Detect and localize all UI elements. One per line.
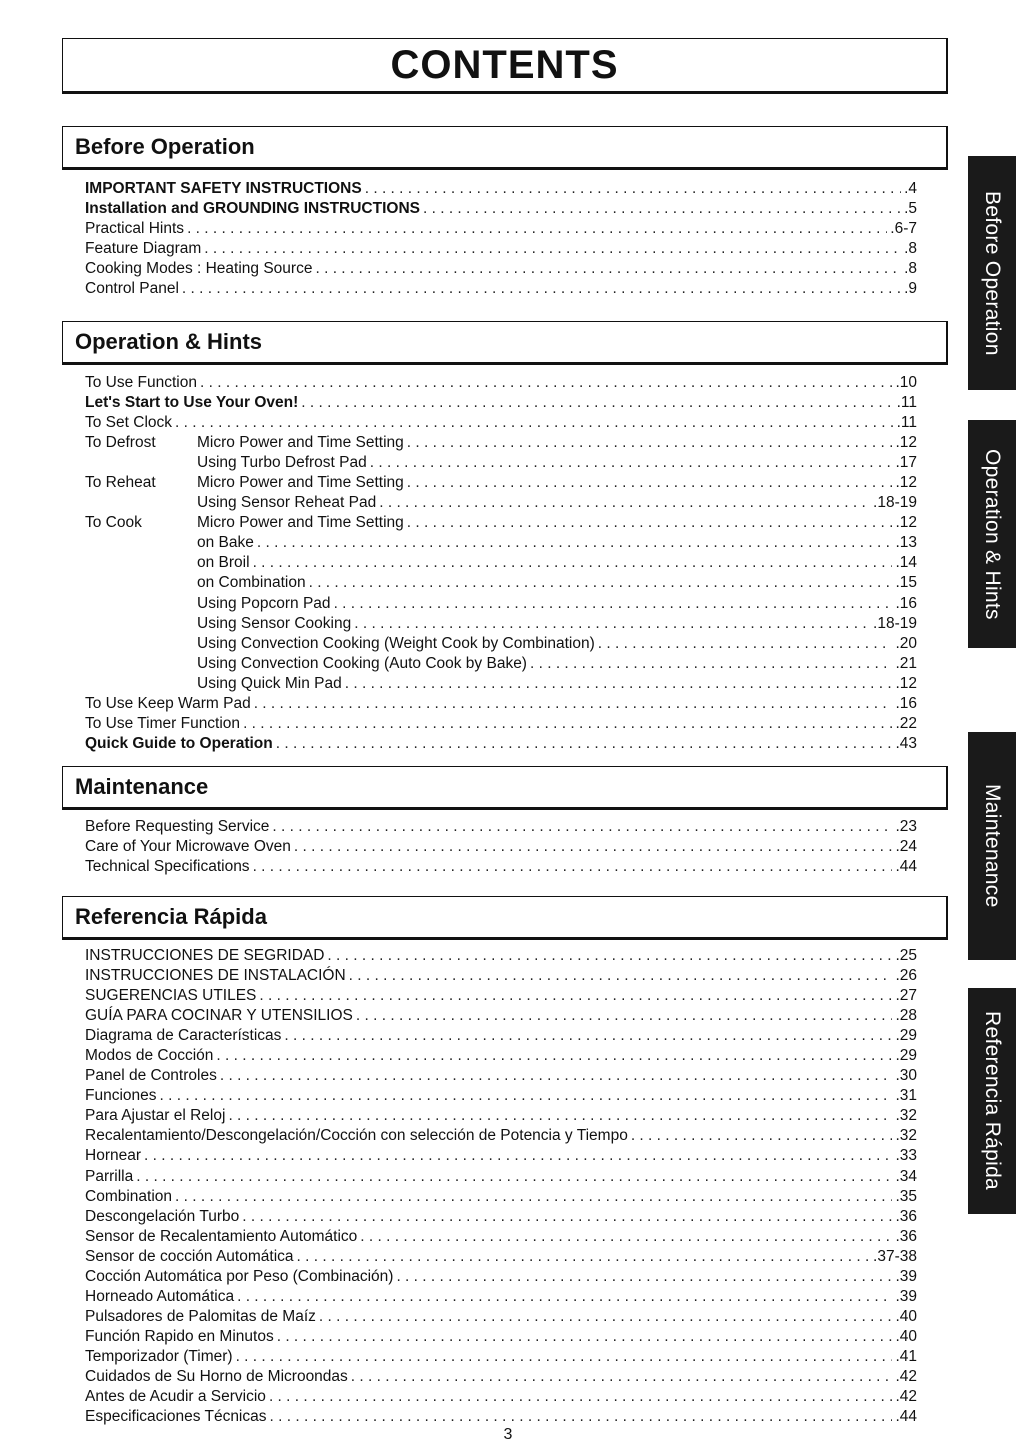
toc-entry[interactable]: [85, 1327, 917, 1347]
dot-leader: [356, 1006, 893, 1026]
dot-leader: [228, 1106, 892, 1126]
toc-entry-page: .29: [895, 1047, 917, 1065]
toc-entry[interactable]: [85, 674, 917, 694]
toc-entry-page: .31: [895, 1087, 917, 1105]
toc-entry-label: on Broil: [197, 554, 250, 572]
toc-entry-label: Micro Power and Time Setting: [197, 474, 404, 492]
dot-leader: [236, 1347, 893, 1367]
dot-leader: [309, 573, 893, 593]
dot-leader: [407, 473, 893, 493]
toc-entry-page: .12: [895, 674, 917, 692]
toc-entry-label: Antes de Acudir a Servicio: [85, 1388, 266, 1406]
toc-entry-page: .16: [895, 594, 917, 612]
toc-entry-page: .18-19: [873, 614, 917, 632]
toc-entry-page: .42: [895, 1367, 917, 1385]
toc-entry-page: .20: [895, 634, 917, 652]
toc-entry-page: .35: [895, 1187, 917, 1205]
toc-entry-label: Especificaciones Técnicas: [85, 1408, 267, 1426]
toc-entry-page: .37-38: [873, 1247, 917, 1265]
dot-leader: [598, 634, 893, 654]
toc-entry-label: Using Convection Cooking (Auto Cook by Bake): [197, 654, 527, 672]
dot-leader: [204, 239, 901, 259]
dot-leader: [345, 674, 893, 694]
dot-leader: [144, 1146, 892, 1166]
dot-leader: [187, 219, 887, 239]
side-tab-operation-hints[interactable]: [968, 420, 1016, 648]
toc-entry-page: .12: [895, 514, 917, 532]
dot-leader: [254, 694, 893, 714]
toc-entry[interactable]: [85, 1187, 917, 1207]
toc-entry-page: .41: [895, 1347, 917, 1365]
toc-entry-label: Diagrama de Características: [85, 1027, 282, 1045]
dot-leader: [182, 279, 901, 299]
dot-leader: [301, 393, 893, 413]
dot-leader: [349, 966, 893, 986]
toc-entry-label: on Combination: [197, 574, 306, 592]
dot-leader: [407, 433, 893, 453]
toc-list-referencia-rapida: [85, 946, 917, 1427]
toc-entry[interactable]: [85, 946, 917, 966]
toc-list-before-operation: [85, 179, 917, 299]
toc-entry[interactable]: [85, 279, 917, 299]
toc-entry-page: .32: [895, 1107, 917, 1125]
toc-entry-label: Para Ajustar el Reloj: [85, 1107, 226, 1125]
toc-entry-label: Parrilla: [85, 1167, 134, 1185]
toc-entry-label: Horneado Automática: [85, 1287, 235, 1305]
toc-entry-label: Using Popcorn Pad: [197, 594, 331, 612]
toc-entry-label: INSTRUCCIONES DE SEGRIDAD: [85, 947, 325, 964]
toc-entry-page: .5: [904, 200, 917, 218]
toc-entry[interactable]: [85, 986, 917, 1006]
toc-entry[interactable]: [85, 1287, 917, 1307]
toc-entry[interactable]: [85, 1046, 917, 1066]
dot-leader: [160, 1086, 893, 1106]
dot-leader: [253, 857, 893, 877]
toc-entry-group: To Defrost: [85, 434, 156, 452]
dot-leader: [315, 259, 901, 279]
toc-entry[interactable]: [85, 179, 917, 199]
dot-leader: [270, 1407, 893, 1427]
toc-entry-label: To Use Timer Function: [85, 714, 241, 732]
dot-leader: [294, 837, 893, 857]
toc-entry-page: .27: [895, 987, 917, 1005]
toc-entry-page: .13: [895, 534, 917, 552]
toc-entry-label: Descongelación Turbo: [85, 1207, 240, 1225]
toc-entry-label: Using Turbo Defrost Pad: [197, 454, 367, 472]
toc-entry[interactable]: [85, 1407, 917, 1427]
toc-entry-page: .39: [895, 1287, 917, 1305]
toc-entry[interactable]: [85, 219, 917, 239]
toc-entry[interactable]: [85, 1367, 917, 1387]
dot-leader: [319, 1307, 893, 1327]
toc-entry-page: .15: [895, 574, 917, 592]
toc-entry-page: .26: [895, 967, 917, 985]
dot-leader: [272, 817, 892, 837]
toc-entry-page: .4: [904, 180, 917, 197]
toc-entry[interactable]: [85, 734, 917, 754]
toc-entry-page: .22: [895, 714, 917, 732]
toc-entry[interactable]: [85, 1167, 917, 1187]
section-heading-before-operation: [62, 126, 948, 170]
toc-entry[interactable]: [85, 393, 917, 413]
dot-leader: [354, 614, 870, 634]
section-heading-label: Operation & Hints: [75, 329, 263, 354]
toc-entry-label: Using Convection Cooking (Weight Cook by Combination): [197, 634, 595, 652]
toc-entry-page: .42: [895, 1388, 917, 1406]
toc-entry-label: GUÍA PARA COCINAR Y UTENSILIOS: [85, 1007, 353, 1025]
toc-entry[interactable]: [85, 966, 917, 986]
toc-entry-page: .6-7: [890, 220, 917, 238]
toc-entry[interactable]: [85, 493, 917, 513]
toc-entry[interactable]: [85, 1126, 917, 1146]
toc-entry[interactable]: [85, 1026, 917, 1046]
toc-entry-label: Installation and GROUNDING INSTRUCTIONS: [85, 200, 420, 218]
dot-leader: [423, 199, 901, 219]
dot-leader: [237, 1287, 892, 1307]
toc-entry-page: .12: [895, 474, 917, 492]
section-heading-label: Maintenance: [75, 774, 209, 799]
toc-entry-label: Recalentamiento/Descongelación/Cocción con selección de Potencia y Tiempo: [85, 1127, 628, 1145]
dot-leader: [242, 1207, 892, 1227]
toc-entry-label: Sensor de cocción Automática: [85, 1247, 294, 1265]
toc-entry[interactable]: [85, 1227, 917, 1247]
toc-entry[interactable]: [85, 634, 917, 654]
dot-leader: [243, 714, 892, 734]
toc-entry-page: .34: [895, 1167, 917, 1185]
toc-entry-page: .16: [895, 694, 917, 712]
toc-entry-label: Micro Power and Time Setting: [197, 434, 404, 452]
side-tab-label: Maintenance: [981, 784, 1004, 908]
toc-entry-label: Control Panel: [85, 280, 179, 298]
toc-entry-page: .9: [904, 280, 917, 298]
dot-leader: [334, 594, 893, 614]
toc-entry-label: To Use Keep Warm Pad: [85, 694, 251, 712]
toc-entry[interactable]: [85, 1247, 917, 1267]
toc-entry-page: .44: [895, 1408, 917, 1426]
dot-leader: [327, 946, 892, 966]
toc-entry[interactable]: [85, 553, 917, 573]
toc-entry[interactable]: [85, 1146, 917, 1166]
toc-entry-page: .36: [895, 1227, 917, 1245]
toc-entry-page: .40: [895, 1327, 917, 1345]
toc-entry[interactable]: [85, 857, 917, 877]
toc-entry-label: Función Rapido en Minutos: [85, 1327, 274, 1345]
dot-leader: [530, 654, 892, 674]
toc-entry[interactable]: [85, 594, 917, 614]
toc-entry-page: .10: [895, 374, 917, 391]
toc-entry[interactable]: [85, 1006, 917, 1026]
page-number: 3: [503, 1426, 513, 1443]
toc-entry-label: Cocción Automática por Peso (Combinación): [85, 1267, 394, 1285]
toc-entry[interactable]: [85, 573, 917, 593]
toc-entry-label: Pulsadores de Palomitas de Maíz: [85, 1307, 316, 1325]
side-tab-maintenance[interactable]: [968, 732, 1016, 960]
dot-leader: [276, 734, 893, 754]
side-tab-label: Operation & Hints: [981, 448, 1004, 620]
toc-entry-page: .23: [895, 818, 917, 835]
toc-entry-label: INSTRUCCIONES DE INSTALACIÓN: [85, 967, 346, 985]
toc-entry-label: Using Sensor Cooking: [197, 614, 352, 632]
toc-entry-label: Micro Power and Time Setting: [197, 514, 404, 532]
page-title: CONTENTS: [390, 42, 619, 87]
toc-list-operation-hints: [85, 373, 917, 754]
toc-entry[interactable]: [85, 837, 917, 857]
dot-leader: [277, 1327, 893, 1347]
toc-entry[interactable]: [85, 453, 917, 473]
section-heading-referencia-rapida: [62, 896, 948, 940]
toc-entry[interactable]: [85, 614, 917, 634]
toc-entry-page: .40: [895, 1307, 917, 1325]
dot-leader: [253, 553, 893, 573]
dot-leader: [175, 1187, 892, 1207]
toc-entry-label: Practical Hints: [85, 220, 185, 238]
dot-leader: [257, 533, 893, 553]
toc-entry[interactable]: [85, 1207, 917, 1227]
toc-entry[interactable]: [85, 1086, 917, 1106]
toc-entry[interactable]: [85, 513, 917, 533]
toc-entry-page: .39: [895, 1267, 917, 1285]
toc-entry-label: To Set Clock: [85, 414, 173, 432]
dot-leader: [175, 413, 894, 433]
toc-entry-page: .32: [895, 1127, 917, 1145]
section-heading-label: Before Operation: [75, 134, 255, 159]
toc-entry-label: Sensor de Recalentamiento Automático: [85, 1227, 358, 1245]
toc-entry-page: .17: [895, 454, 917, 472]
toc-entry-label: Panel de Controles: [85, 1067, 217, 1085]
dot-leader: [365, 179, 901, 199]
dot-leader: [220, 1066, 893, 1086]
toc-entry[interactable]: [85, 1267, 917, 1287]
toc-entry-page: .8: [904, 240, 917, 258]
section-heading-maintenance: [62, 766, 948, 810]
toc-entry-label: on Bake: [197, 534, 254, 552]
toc-entry[interactable]: [85, 714, 917, 734]
toc-entry-page: .24: [895, 838, 917, 856]
dot-leader: [360, 1227, 892, 1247]
toc-entry[interactable]: [85, 1347, 917, 1367]
toc-entry-label: Technical Specifications: [85, 858, 250, 876]
dot-leader: [259, 986, 892, 1006]
toc-entry[interactable]: [85, 1066, 917, 1086]
toc-entry-page: .14: [895, 554, 917, 572]
dot-leader: [396, 1267, 892, 1287]
toc-entry[interactable]: [85, 1387, 917, 1407]
toc-entry-label: SUGERENCIAS UTILES: [85, 987, 257, 1005]
toc-entry-label: Cooking Modes : Heating Source: [85, 260, 313, 278]
side-tab-label: Before Operation: [981, 190, 1004, 356]
contents-title-box: [62, 38, 948, 94]
toc-entry-label: Quick Guide to Operation: [85, 734, 273, 752]
toc-entry[interactable]: [85, 239, 917, 259]
toc-entry[interactable]: [85, 433, 917, 453]
toc-entry-page: .29: [895, 1027, 917, 1045]
toc-entry-label: Funciones: [85, 1087, 157, 1105]
toc-entry-page: .33: [895, 1147, 917, 1165]
toc-list-maintenance: [85, 817, 917, 877]
toc-entry-label: Using Quick Min Pad: [197, 674, 342, 692]
toc-entry-label: Care of Your Microwave Oven: [85, 838, 291, 856]
toc-entry-page: .8: [904, 260, 917, 278]
side-tab-before-operation[interactable]: [968, 156, 1016, 390]
dot-leader: [631, 1126, 893, 1146]
toc-entry-label: IMPORTANT SAFETY INSTRUCTIONS: [85, 180, 362, 197]
toc-entry-label: Cuidados de Su Horno de Microondas: [85, 1367, 348, 1385]
toc-entry[interactable]: [85, 654, 917, 674]
toc-entry-page: .44: [895, 858, 917, 876]
toc-entry-page: .25: [895, 947, 917, 964]
dot-leader: [200, 373, 892, 393]
toc-entry-page: .11: [896, 414, 917, 432]
dot-leader: [136, 1167, 892, 1187]
toc-entry-label: Combination: [85, 1187, 173, 1205]
dot-leader: [351, 1367, 893, 1387]
toc-entry-group: To Reheat: [85, 474, 156, 492]
toc-entry[interactable]: [85, 817, 917, 837]
dot-leader: [284, 1026, 892, 1046]
toc-entry-page: .43: [895, 734, 917, 752]
toc-entry-label: Hornear: [85, 1147, 141, 1165]
toc-entry[interactable]: [85, 259, 917, 279]
toc-entry-label: Let's Start to Use Your Oven!: [85, 394, 299, 412]
toc-entry-group: To Cook: [85, 514, 142, 532]
toc-entry-page: .36: [895, 1207, 917, 1225]
toc-entry[interactable]: [85, 473, 917, 493]
section-heading-label: Referencia Rápida: [75, 904, 267, 929]
dot-leader: [379, 493, 870, 513]
toc-entry[interactable]: [85, 413, 917, 433]
dot-leader: [216, 1046, 892, 1066]
toc-entry[interactable]: [85, 1106, 917, 1126]
side-tab-referencia-rapida[interactable]: [968, 988, 1016, 1214]
toc-entry-page: .11: [896, 394, 917, 412]
toc-entry-label: Temporizador (Timer): [85, 1347, 233, 1365]
toc-entry-label: Feature Diagram: [85, 240, 202, 258]
side-tab-label: Referencia Rápida: [981, 1011, 1004, 1191]
toc-entry-label: To Use Function: [85, 374, 197, 391]
toc-entry-label: Modos de Cocción: [85, 1047, 214, 1065]
toc-entry-page: .30: [895, 1067, 917, 1085]
toc-entry-page: .12: [895, 434, 917, 452]
toc-entry[interactable]: [85, 533, 917, 553]
dot-leader: [370, 453, 893, 473]
toc-entry-label: Before Requesting Service: [85, 818, 270, 835]
toc-entry[interactable]: [85, 694, 917, 714]
dot-leader: [407, 513, 893, 533]
toc-entry-page: .28: [895, 1007, 917, 1025]
section-heading-operation-hints: [62, 321, 948, 365]
toc-entry[interactable]: [85, 373, 917, 393]
toc-entry-page: .18-19: [873, 494, 917, 512]
toc-entry-label: Using Sensor Reheat Pad: [197, 494, 377, 512]
dot-leader: [269, 1387, 893, 1407]
toc-entry-page: .21: [895, 654, 917, 672]
toc-entry[interactable]: [85, 1307, 917, 1327]
dot-leader: [297, 1247, 871, 1267]
toc-entry[interactable]: [85, 199, 917, 219]
